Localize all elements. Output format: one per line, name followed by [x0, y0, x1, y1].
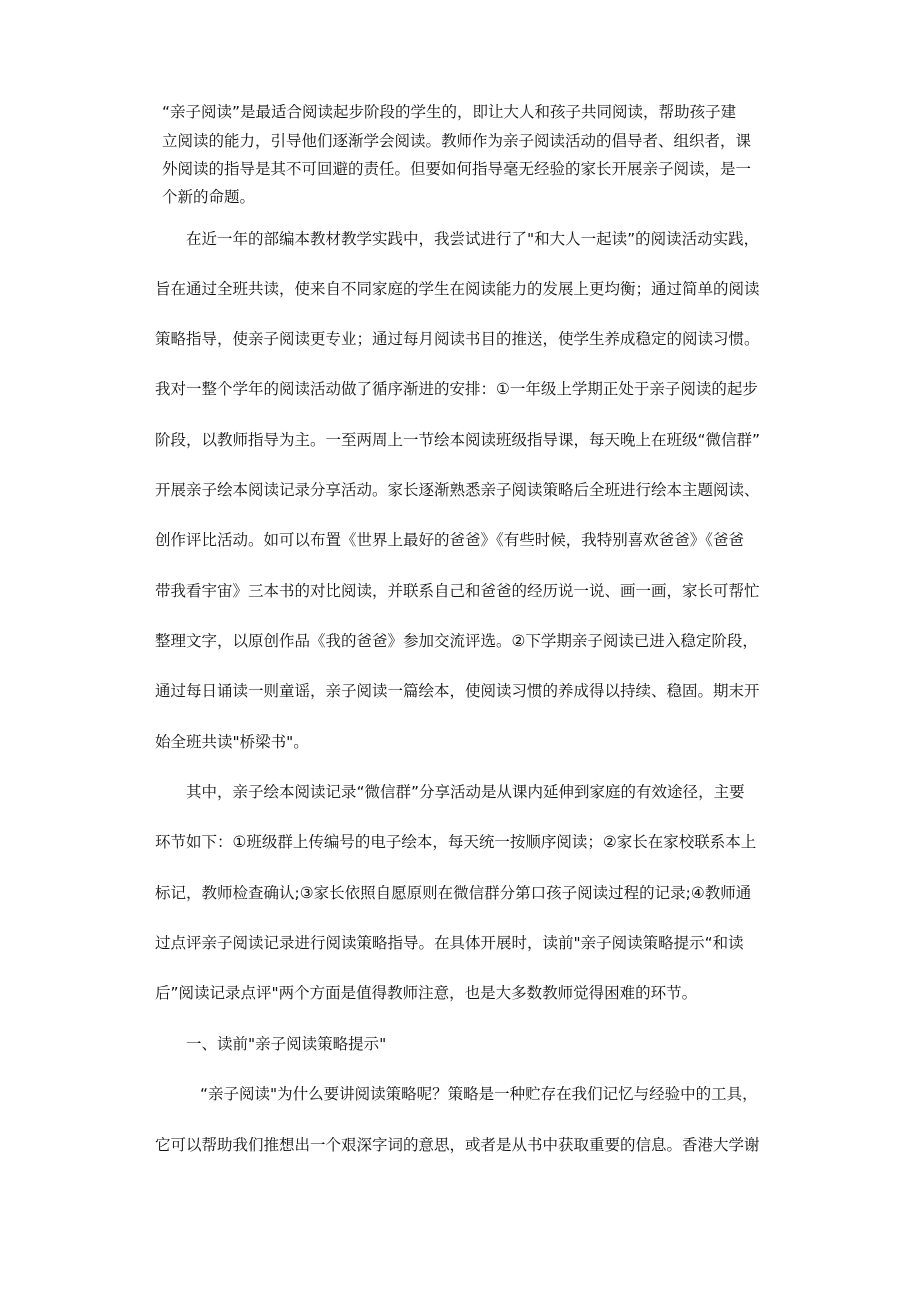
body-line-12: 其中，亲子绘本阅读记录“微信群”分享活动是从课内延伸到家庭的有效途径，主要	[186, 783, 745, 801]
body-line-1: 在近一年的部编本教材教学实践中，我尝试进行了"和大人一起读”的阅读活动实践，	[186, 230, 760, 248]
body-line-4: 我对一整个学年的阅读活动做了循序渐进的安排：①一年级上学期正处于亲子阅读的起步	[155, 380, 758, 398]
body-line-13: 环节如下：①班级群上传编号的电子绘本，每天统一按顺序阅读；②家长在家校联系本上	[155, 833, 757, 851]
body-line-3: 策略指导，使亲子阅读更专业；通过每月阅读书目的推送，使学生养成稳定的阅读习惯。	[155, 330, 760, 348]
body-line-6: 开展亲子绘本阅读记录分享活动。家长逐渐熟悉亲子阅读策略后全班进行绘本主题阅读、	[155, 481, 760, 499]
intro-line-1: “亲子阅读”是最适合阅读起步阶段的学生的，即让大人和孩子共同阅读，帮助孩子建	[162, 103, 737, 121]
body-line-11: 始全班共读"桥梁书"。	[155, 733, 309, 751]
intro-line-3: 外阅读的指导是其不可回避的责任。但要如何指导毫无经验的家长开展亲子阅读，是一	[162, 160, 752, 178]
body-line-7: 创作评比活动。如可以布置《世界上最好的爸爸》《有些时候，我特别喜欢爸爸》《爸爸	[155, 531, 745, 549]
body-line-8: 带我看宇宙》三本书的对比阅读，并联系自己和爸爸的经历说一说、画一画，家长可帮忙	[155, 582, 760, 600]
body-line-19: 它可以帮助我们推想出一个艰深字词的意思，或者是从书中获取重要的信息。香港大学谢	[155, 1136, 760, 1154]
section-heading: 一、读前"亲子阅读策略提示"	[186, 1035, 387, 1053]
body-line-18: “亲子阅读"为什么要讲阅读策略呢？策略是一种贮存在我们记忆与经验中的工具，	[200, 1085, 758, 1103]
body-line-10: 通过每日诵读一则童谣，亲子阅读一篇绘本，使阅读习惯的养成得以持续、稳固。期末开	[155, 682, 760, 700]
body-line-15: 过点评亲子阅读记录进行阅读策略指导。在具体开展时，读前"亲子阅读策略提示“和读	[155, 934, 744, 952]
body-line-2: 旨在通过全班共读，使来自不同家庭的学生在阅读能力的发展上更均衡；通过简单的阅读	[155, 280, 760, 298]
body-line-14: 标记，教师检查确认;③家长依照自愿原则在微信群分第口孩子阅读过程的记录;④教师通	[155, 884, 752, 902]
intro-line-4: 个新的命题。	[162, 188, 256, 206]
intro-line-2: 立阅读的能力，引导他们逐渐学会阅读。教师作为亲子阅读活动的倡导者、组织者，课	[162, 132, 752, 150]
body-line-16: 后”阅读记录点评"两个方面是值得教师注意，也是大多数教师觉得困难的环节。	[155, 984, 698, 1002]
body-line-5: 阶段，以教师指导为主。一至两周上一节绘本阅读班级指导课，每天晚上在班级“微信群”	[155, 431, 761, 449]
body-line-9: 整理文字，以原创作品《我的爸爸》参加交流评选。②下学期亲子阅读已进入稳定阶段，	[155, 632, 758, 650]
